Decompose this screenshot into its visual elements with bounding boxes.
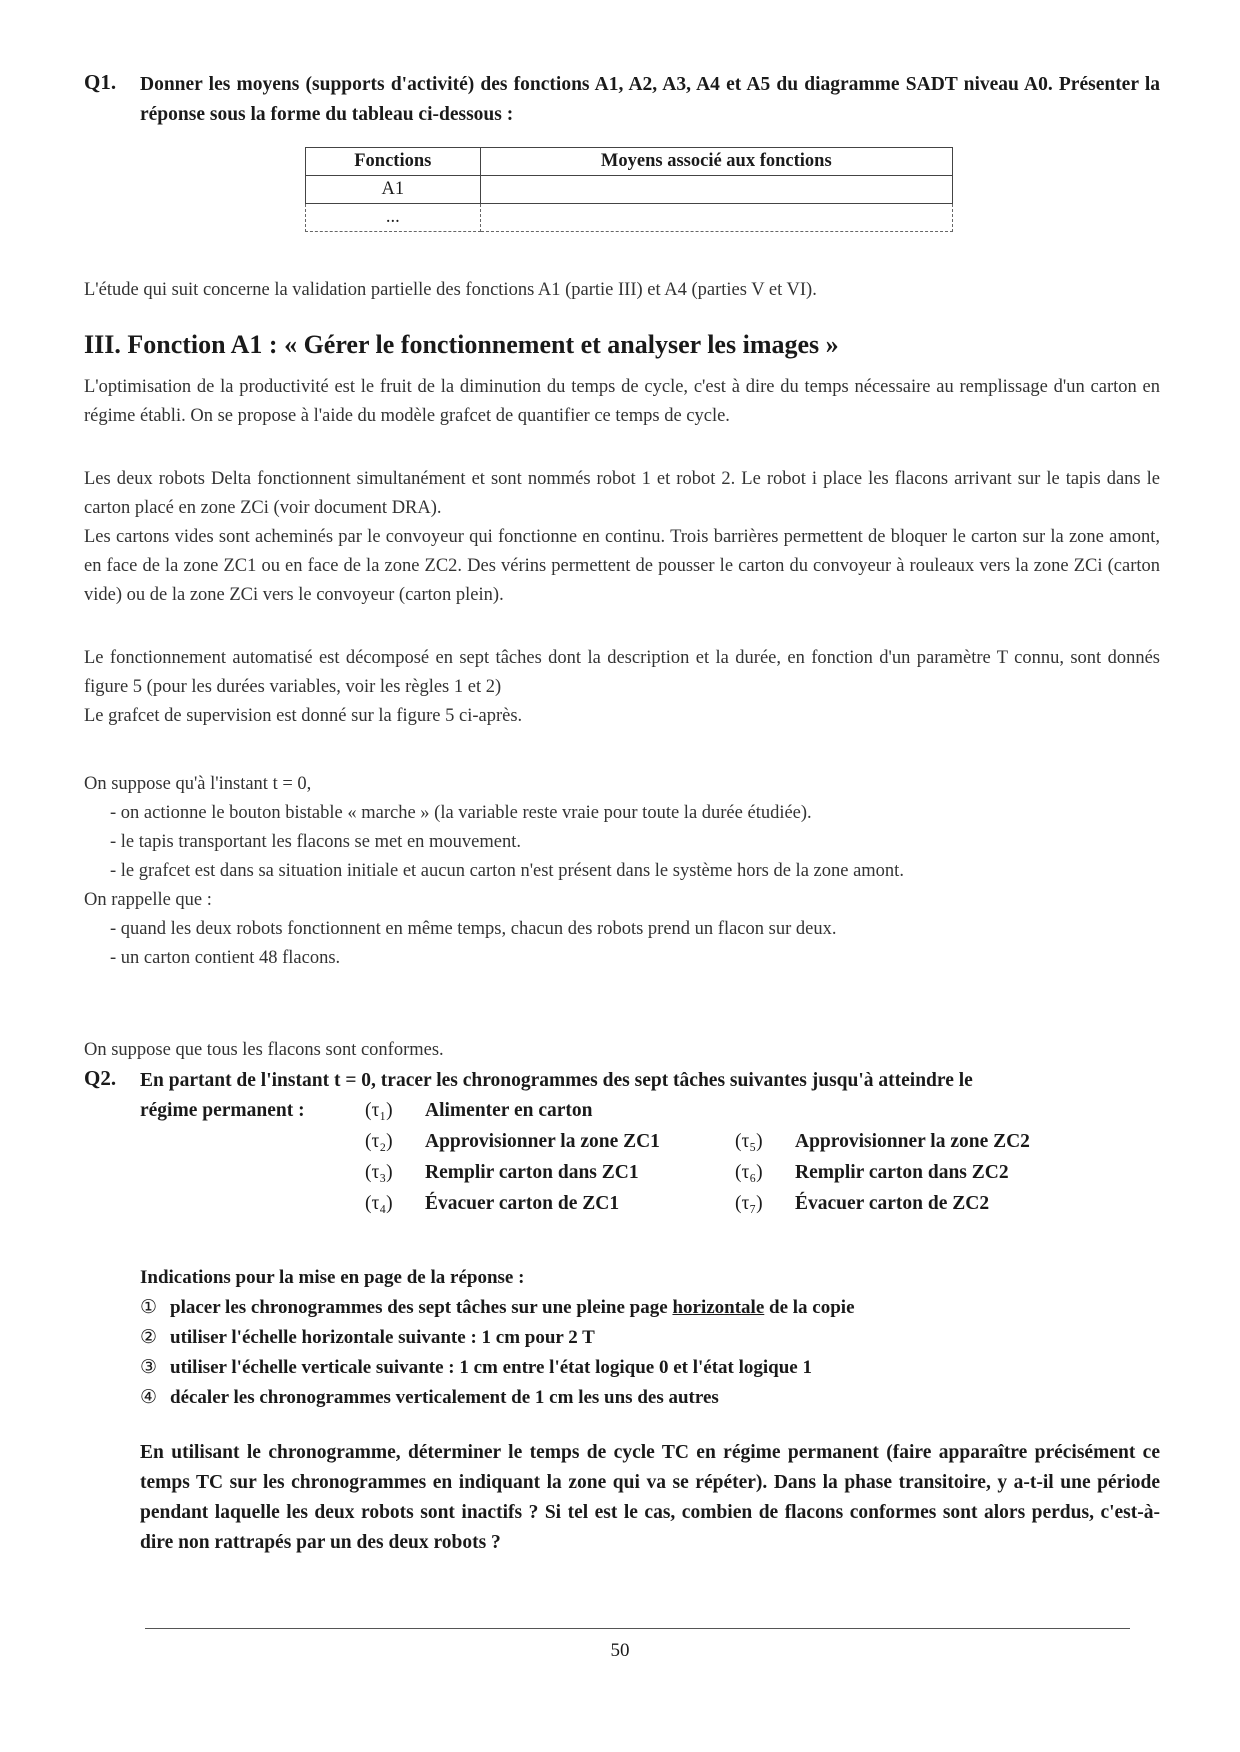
list-item: - quand les deux robots fonctionnent en même temps, chacun des robots prend un flacon sur deux. (110, 919, 837, 939)
assumptions-block (84, 770, 1160, 973)
list-item: ③ utiliser l'échelle verticale suivante : 1 cm entre l'état logique 0 et l'état logique 1 (140, 1357, 812, 1378)
task-6: (τ₆) Remplir carton dans ZC2 (735, 1162, 1009, 1183)
task-7: (τ₇) Évacuer carton de ZC2 (735, 1193, 990, 1214)
task-2: (τ₂) Approvisionner la zone ZC1 (365, 1131, 660, 1152)
table-cell: ... (306, 204, 481, 232)
question-2-text: En partant de l'instant t = 0, tracer les chronogrammes des sept tâches suivantes jusqu'à atteindre le (140, 1070, 973, 1091)
reminder-intro: On rappelle que : (84, 890, 212, 910)
task-1: (τ₁) Alimenter en carton (365, 1100, 593, 1121)
paragraph-grafcet: Le grafcet de supervision est donné sur la figure 5 ci-après. (84, 706, 523, 726)
table-header-functions: Fonctions (306, 148, 481, 176)
list-item: - le grafcet est dans sa situation initiale et aucun carton n'est présent dans le système hors de la zone amont. (110, 861, 904, 881)
paragraph-tasks: Le fonctionnement automatisé est décomposé en sept tâches dont la description et la durée, en fonction d'un paramètre T connu, sont donnés figure 5 (pour les durées variables, voir les règles 1 et 2) (84, 648, 1160, 697)
list-item: - le tapis transportant les flacons se met en mouvement. (110, 832, 521, 852)
assumptions-list (84, 799, 1160, 886)
task-5: (τ₅) Approvisionner la zone ZC2 (735, 1131, 1030, 1152)
list-item: - on actionne le bouton bistable « marche » (la variable reste vraie pour toute la durée étudiée). (110, 803, 812, 823)
question-2-final-text: En utilisant le chronogramme, déterminer le temps de cycle TC en régime permanent (faire apparaître précisément ce temps TC sur les chronogrammes en indiquant la zone qui va se répéter). Dans la phase transitoire, y a-t-il une période pendant laquelle les deux robots sont inactifs ? Si tel est le cas, combien de flacons conformes sont alors perdus, c'est-à-dire non rattrapés par un des deux robots ? (140, 1442, 1160, 1553)
paragraph-conform: On suppose que tous les flacons sont conformes. (84, 1040, 444, 1060)
question-1-text: Donner les moyens (supports d'activité) des fonctions A1, A2, A3, A4 et A5 du diagramme SADT niveau A0. Présenter la réponse sous la forme du tableau ci-dessous : (140, 74, 1160, 125)
question-1-number: Q1. (84, 70, 117, 94)
table-cell (480, 176, 952, 204)
assumptions-intro: On suppose qu'à l'instant t = 0, (84, 774, 312, 794)
list-item: ① placer les chronogrammes des sept tâches sur une pleine page horizontale de la copie (140, 1297, 855, 1318)
indications-title: Indications pour la mise en page de la réponse : (140, 1267, 525, 1288)
question-2-text-cont: régime permanent : (140, 1100, 305, 1121)
section-title: III. Fonction A1 : « Gérer le fonctionnement et analyser les images » (84, 330, 839, 359)
table-cell (480, 204, 952, 232)
paragraph-conveyor: Les cartons vides sont acheminés par le convoyeur qui fonctionne en continu. Trois barrières permettent de bloquer le carton sur la zone amont, en face de la zone ZC1 ou en face de la zone ZC2. Des vérins permettent de pousser le carton du convoyeur à rouleaux vers la zone ZCi (carton vide) ou de la zone ZCi vers le convoyeur (carton plein). (84, 527, 1160, 605)
functions-table (305, 147, 953, 232)
list-item: - un carton contient 48 flacons. (110, 948, 341, 968)
page-number: 50 (610, 1640, 630, 1661)
footer-divider (145, 1628, 1130, 1629)
list-item: ② utiliser l'échelle horizontale suivante : 1 cm pour 2 T (140, 1327, 595, 1348)
paragraph-cycle-time: L'optimisation de la productivité est le fruit de la diminution du temps de cycle, c'est à dire du temps nécessaire au remplissage d'un carton en régime établi. On se propose à l'aide du modèle grafcet de quantifier ce temps de cycle. (84, 377, 1160, 426)
paragraph-robots: Les deux robots Delta fonctionnent simultanément et sont nommés robot 1 et robot 2. Le robot i place les flacons arrivant sur le tapis dans le carton placé en zone ZCi (voir document DRA). (84, 469, 1160, 518)
intro-line: L'étude qui suit concerne la validation partielle des fonctions A1 (partie III) et A4 (parties V et VI). (84, 280, 817, 300)
indications-block (140, 1263, 1160, 1413)
question-2-number: Q2. (84, 1066, 117, 1090)
table-row (306, 204, 953, 232)
table-row (306, 176, 953, 204)
table-cell: A1 (306, 176, 481, 204)
reminder-list (84, 915, 1160, 973)
task-3: (τ₃) Remplir carton dans ZC1 (365, 1162, 639, 1183)
task-4: (τ₄) Évacuer carton de ZC1 (365, 1193, 620, 1214)
list-item: ④ décaler les chronogrammes verticalement de 1 cm les uns des autres (140, 1387, 719, 1408)
table-header-means: Moyens associé aux fonctions (480, 148, 952, 176)
